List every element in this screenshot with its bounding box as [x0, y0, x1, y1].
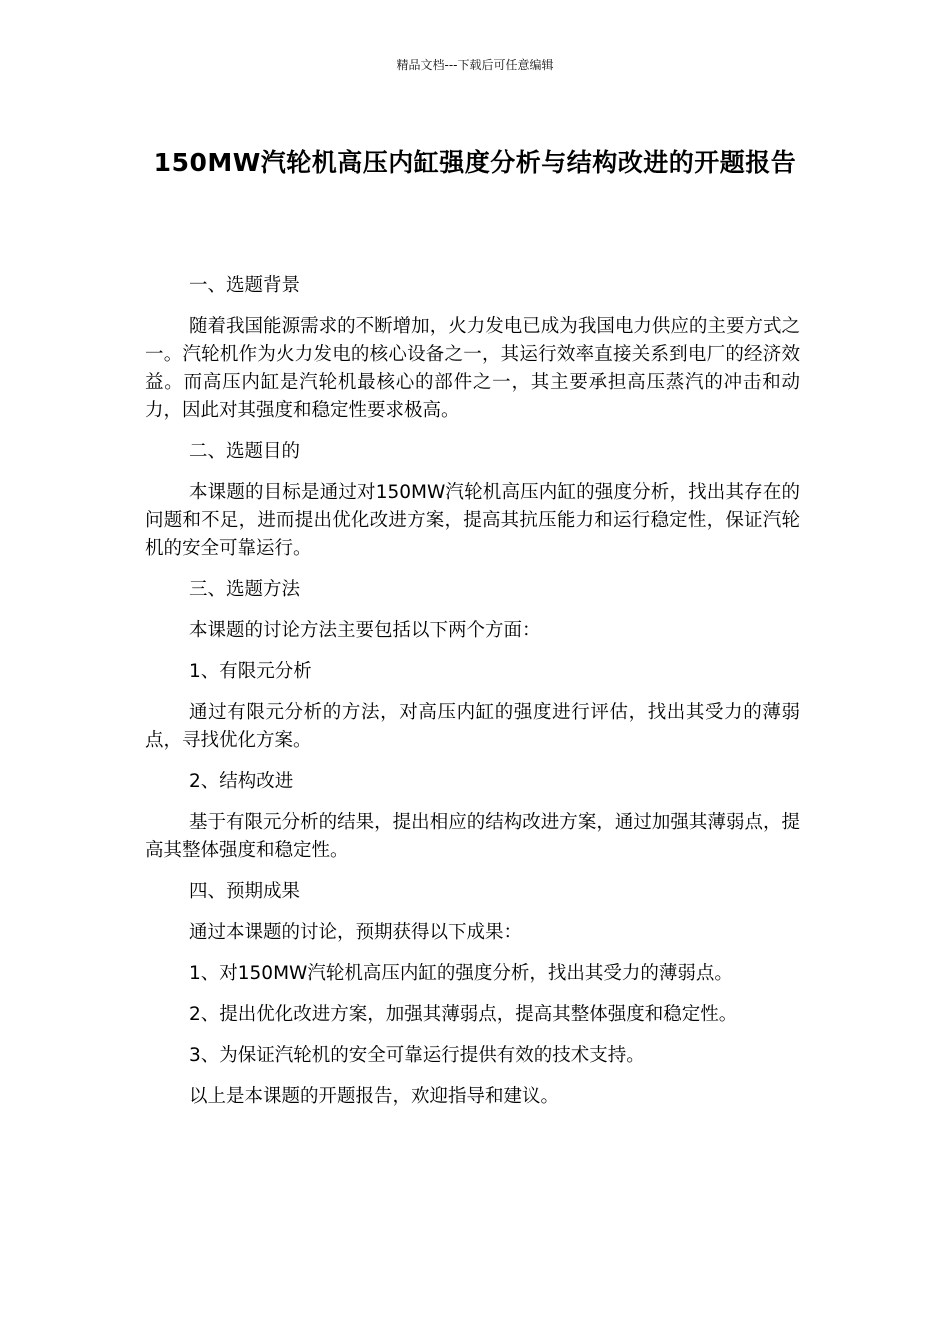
paragraph-method-intro: 本课题的讨论方法主要包括以下两个方面： — [189, 620, 541, 641]
result-item-2: 2、提出优化改进方案，加强其薄弱点，提高其整体强度和稳定性。 — [189, 1004, 738, 1025]
page-header-note: 精品文档---下载后可任意编辑 — [396, 58, 554, 72]
paragraph-background: 随着我国能源需求的不断增加，火力发电已成为我国电力供应的主要方式之一。汽轮机作为火力发电的核心设备之一，其运行效率直接关系到电厂的经济效益。而高压内缸是汽轮机最核心的部件之一，其主要承担高压蒸汽的冲击和动力，因此对其强度和稳定性要求极高。 — [145, 316, 800, 421]
subheading-method-fea: 1、有限元分析 — [189, 661, 312, 682]
paragraph-method-fea: 通过有限元分析的方法，对高压内缸的强度进行评估，找出其受力的薄弱点，寻找优化方案。 — [145, 702, 800, 751]
section-heading-background: 一、选题背景 — [189, 275, 301, 296]
result-item-1: 1、对150MW汽轮机高压内缸的强度分析，找出其受力的薄弱点。 — [189, 963, 733, 984]
document-title: 150MW汽轮机高压内缸强度分析与结构改进的开题报告 — [153, 148, 797, 177]
subheading-method-structure: 2、结构改进 — [189, 771, 294, 792]
paragraph-method-structure: 基于有限元分析的结果，提出相应的结构改进方案，通过加强其薄弱点，提高其整体强度和稳定性。 — [145, 812, 800, 861]
section-heading-method: 三、选题方法 — [189, 579, 301, 600]
paragraph-results-intro: 通过本课题的讨论，预期获得以下成果： — [189, 922, 523, 943]
result-item-3: 3、为保证汽轮机的安全可靠运行提供有效的技术支持。 — [189, 1045, 645, 1066]
section-heading-purpose: 二、选题目的 — [189, 441, 301, 462]
paragraph-closing: 以上是本课题的开题报告，欢迎指导和建议。 — [189, 1086, 560, 1107]
paragraph-purpose: 本课题的目标是通过对150MW汽轮机高压内缸的强度分析，找出其存在的问题和不足，进而提出优化改进方案，提高其抗压能力和运行稳定性，保证汽轮机的安全可靠运行。 — [145, 482, 800, 559]
section-heading-results: 四、预期成果 — [189, 881, 301, 902]
document-body — [145, 272, 800, 1124]
